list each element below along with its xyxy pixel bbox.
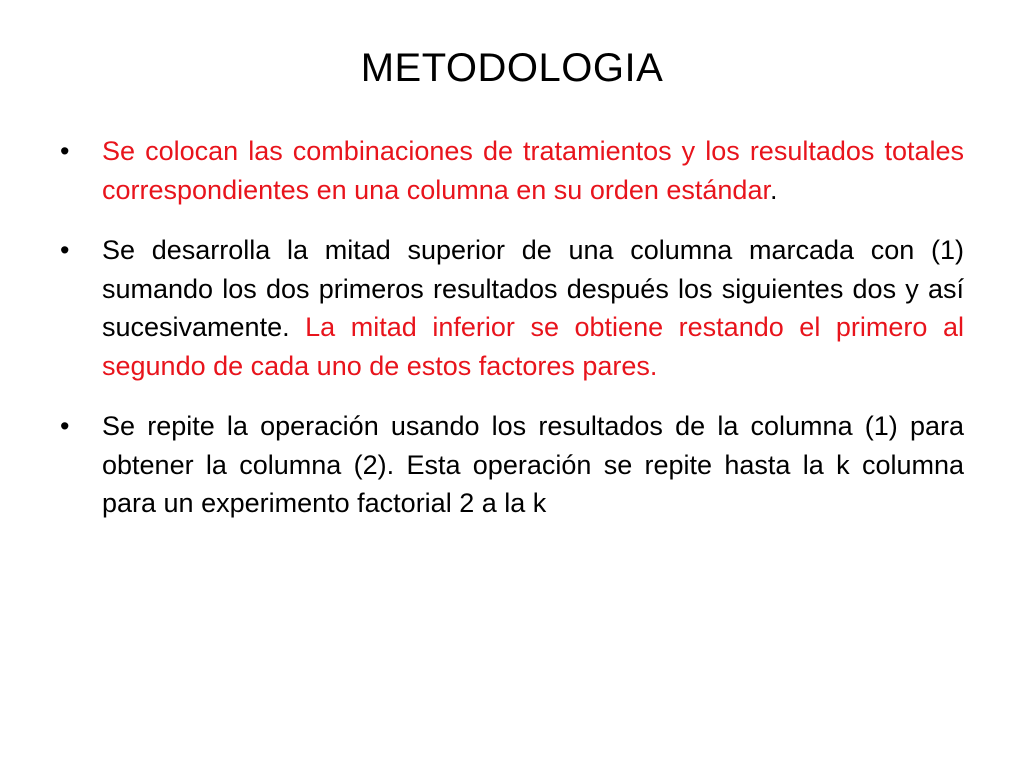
bullet-2-text-black: Se desarrolla la mitad superior de una columna marcada con (1) sumando los dos primeros resultados después los siguientes dos y así sucesivamente. [102, 235, 964, 342]
bullet-item-1 [60, 132, 964, 209]
bullet-item-3 [60, 407, 964, 523]
slide-title: METODOLOGIA [360, 46, 664, 90]
bullet-item-2 [60, 231, 964, 385]
bullet-1-text-period: . [769, 174, 778, 205]
bullet-dot-icon: • [60, 136, 70, 166]
bullet-3-text: Se repite la operación usando los resultados de la columna (1) para obtener la columna (2). Esta operación se repite hasta la k columna para un experimento factorial 2 a la k [102, 411, 964, 518]
bullet-dot-icon: • [60, 411, 70, 441]
bullet-dot-icon: • [60, 235, 70, 265]
bullet-1-text-red: Se colocan las combinaciones de tratamientos y los resultados totales correspondientes en una columna en su orden estándar [102, 136, 964, 205]
bullet-list [60, 132, 964, 545]
bullet-2-text-red: La mitad inferior se obtiene restando el primero al segundo de cada uno de estos factores pares. [102, 312, 964, 381]
